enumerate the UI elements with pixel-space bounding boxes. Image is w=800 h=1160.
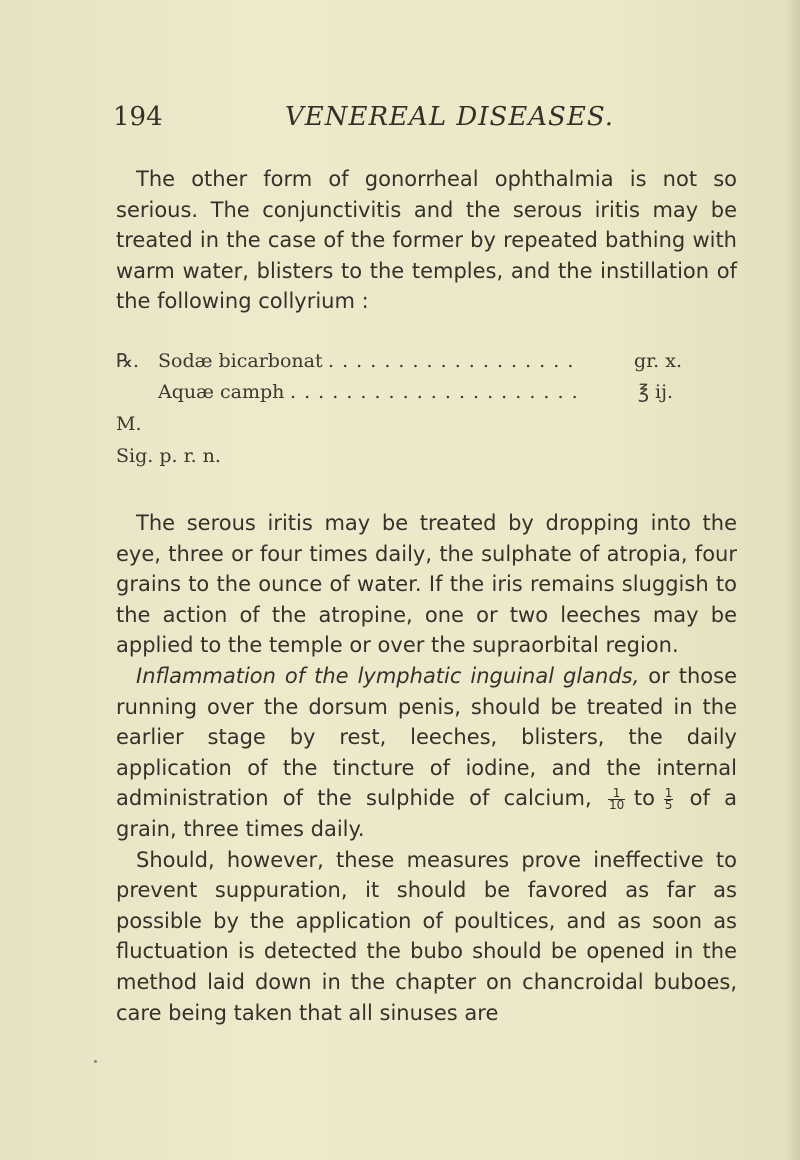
- ingredient-name: Aquæ camph: [158, 381, 285, 403]
- page-number: 194: [113, 102, 163, 132]
- signa-direction: Sig. p. r. n.: [116, 445, 221, 467]
- page-edge-shadow: [786, 0, 800, 1160]
- paragraph-text: [116, 508, 737, 661]
- rx-symbol: ℞.: [116, 350, 140, 372]
- leader-dots: . . . . . . . . . . . . . . . . . .: [328, 350, 575, 372]
- paragraph-treatment: [116, 508, 737, 1028]
- print-speck: [94, 1060, 97, 1063]
- paragraph-iritis-text: The serous iritis may be treated by dropping into the eye, three or four times daily, the sulphate of atropia, four grains to the ounce of water. If the iris remains sluggish to the action of the atropine, one or two leeches may be applied to the temple or over the supraorbital region.: [116, 511, 737, 658]
- paragraph-suppuration-text: Should, however, these measures prove ineffective to prevent suppuration, it should be favored as far as possible by the application of poultices, and as soon as fluctuation is detected the bubo should be opened in the method laid down in the chapter on chancroidal buboes, care being taken that all sinuses are: [116, 847, 737, 1025]
- fraction-one-tenth: $\frac{1}{10}$: [608, 785, 625, 812]
- ingredient-dose: ℥ ij.: [638, 381, 674, 403]
- leader-dots: . . . . . . . . . . . . . . . . . . . . .: [290, 381, 579, 403]
- paragraph-glands-text: or those running over the dorsum penis, should be treated in the earlier stage by rest, leeches, blisters, the daily application of the tincture of iodine, and the internal administration of the sulphide of calcium,: [116, 663, 737, 811]
- paragraph-text: The other form of gonorrheal ophthalmia is not so serious. The conjunctivitis and the serous iritis may be treated in the case of the former by repeated bathing with warm water, blisters to the temples, and the instillation of the following collyrium :: [116, 167, 737, 314]
- fraction-one-fifth: $\frac{1}{5}$: [664, 785, 673, 812]
- paragraph-text: [116, 845, 737, 1029]
- running-head: VENEREAL DISEASES.: [285, 102, 614, 132]
- paragraph-text: [116, 661, 737, 845]
- italic-lead-phrase: Inflammation of the lymphatic inguinal glands,: [136, 663, 640, 688]
- dose-range: [606, 783, 675, 814]
- ingredient-name: Sodæ bicarbonat: [158, 350, 323, 372]
- paragraph-ophthalmia: [116, 164, 737, 317]
- ingredient-dose: gr. x.: [634, 350, 682, 372]
- dose-to-word: to: [633, 786, 655, 811]
- page-header: [113, 102, 750, 138]
- mix-direction: M.: [116, 413, 142, 435]
- dose-text: of a grain, three times daily.: [116, 786, 737, 841]
